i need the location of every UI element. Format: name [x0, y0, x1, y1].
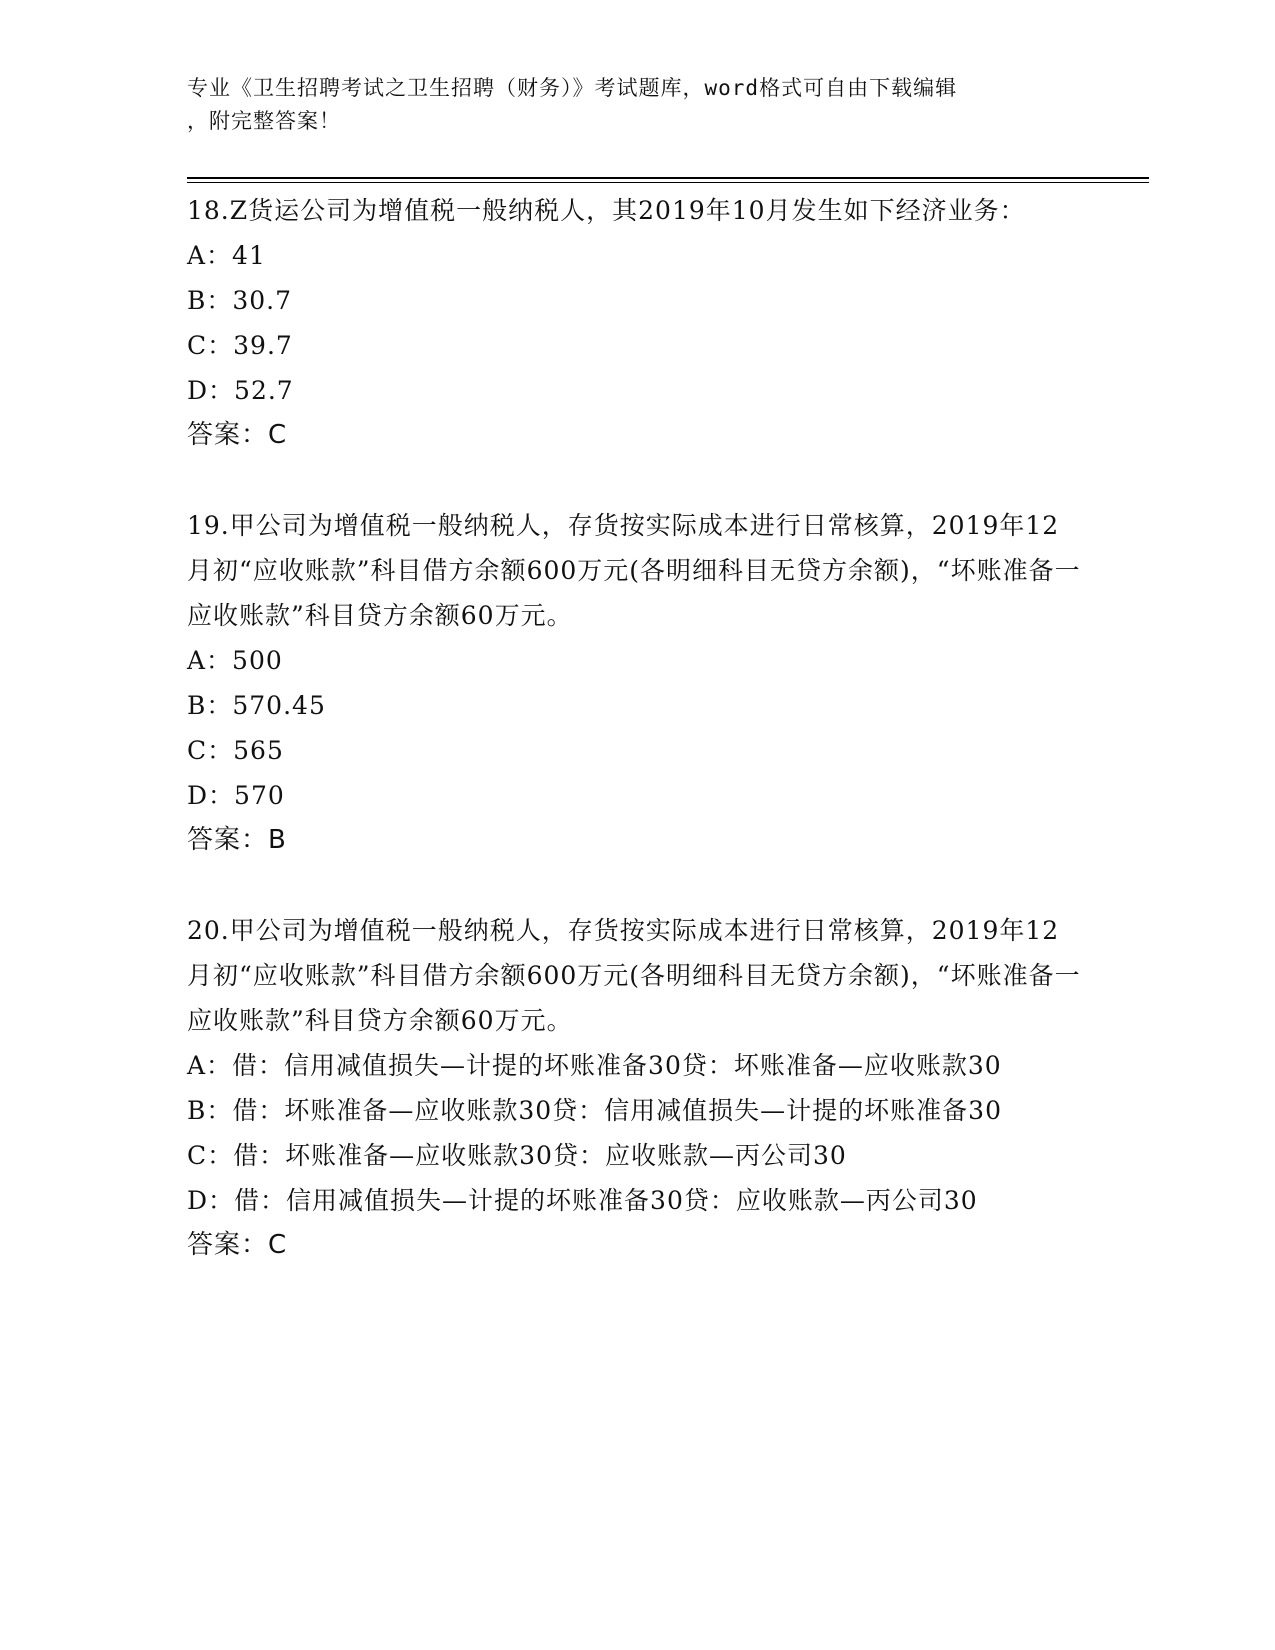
header-line-1: 专业《卫生招聘考试之卫生招聘（财务）》考试题库，word格式可自由下载编辑 [187, 76, 958, 100]
option-b: B：570.45 [187, 691, 326, 720]
option-a: A：借：信用减值损失—计提的坏账准备30贷：坏账准备—应收账款30 [187, 1051, 1002, 1080]
question-stem: 19.甲公司为增值税一般纳税人，存货按实际成本进行日常核算，2019年12月初“应收账款”科目借方余额600万元(各明细科目无贷方余额)，“坏账准备一应收账款”科目贷方余额60万元。 [187, 511, 1081, 630]
document-header [187, 72, 1067, 138]
question-20 [187, 908, 1082, 1268]
option-c: C：565 [187, 736, 284, 765]
option-d: D：借：信用减值损失—计提的坏账准备30贷：应收账款—丙公司30 [187, 1186, 978, 1215]
answer-line: 答案：C [187, 1230, 288, 1260]
header-line-2: ，附完整答案！ [187, 109, 341, 133]
answer-line: 答案：B [187, 825, 287, 855]
question-stem: 20.甲公司为增值税一般纳税人，存货按实际成本进行日常核算，2019年12月初“应收账款”科目借方余额600万元(各明细科目无贷方余额)，“坏账准备一应收账款”科目贷方余额60万元。 [187, 916, 1081, 1035]
option-a: A：500 [187, 646, 283, 675]
header-divider-thin [187, 182, 1149, 183]
header-divider-thick [187, 177, 1149, 179]
option-c: C：39.7 [187, 331, 293, 360]
question-list [187, 188, 1082, 1268]
option-b: B：借：坏账准备—应收账款30贷：信用减值损失—计提的坏账准备30 [187, 1096, 1002, 1125]
option-d: D：570 [187, 781, 285, 810]
option-c: C：借：坏账准备—应收账款30贷：应收账款—丙公司30 [187, 1141, 847, 1170]
question-stem: 18.Z货运公司为增值税一般纳税人，其2019年10月发生如下经济业务： [187, 196, 1026, 225]
question-19 [187, 503, 1082, 863]
option-b: B：30.7 [187, 286, 293, 315]
answer-line: 答案：C [187, 420, 288, 450]
option-a: A：41 [187, 241, 266, 270]
question-18 [187, 188, 1082, 458]
option-d: D：52.7 [187, 376, 294, 405]
